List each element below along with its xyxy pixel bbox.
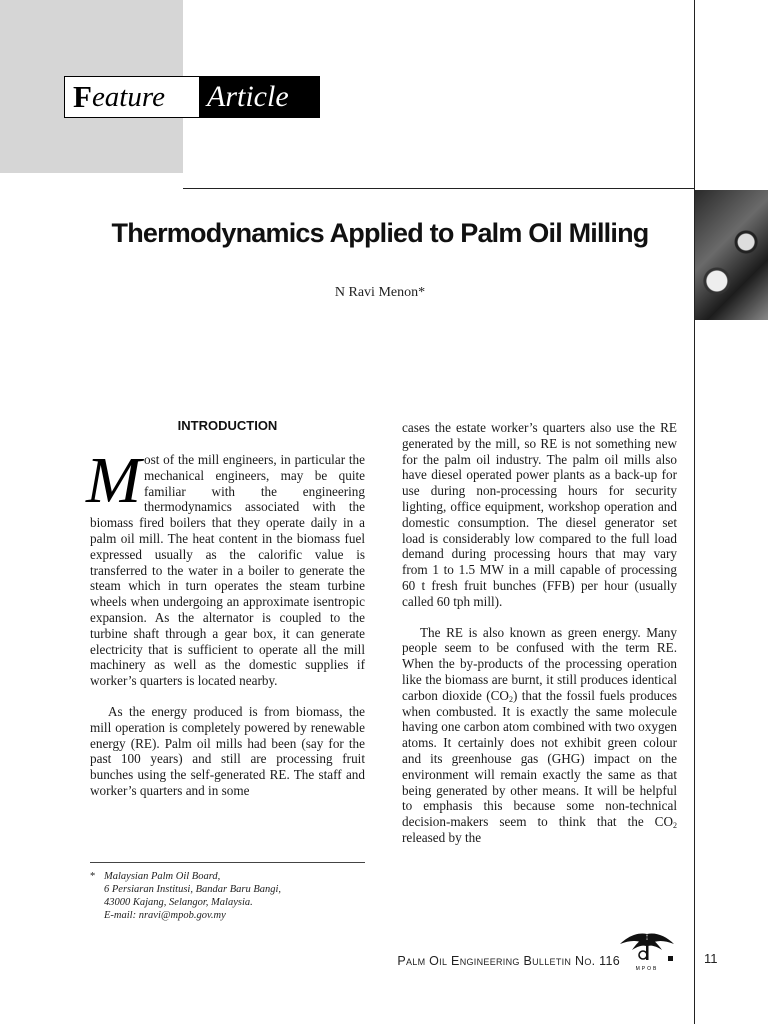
feature-label: F eature <box>73 79 165 114</box>
footnote-email: E-mail: nravi@mpob.gov.my <box>104 910 226 921</box>
intro-paragraph-1: Most of the mill engineers, in particular the mechanical engineers, may be quite familiar with the engineering thermodynamics associated with the biomass fired boilers that they operate daily in a palm oil mill. The heat content in the biomass fuel expressed usually as the calorific value is transferred to the water in a boiler to generate the steam which in turn operates the steam turbine wheels when undergoing an approximate isentropic expansion. As the alternator is coupled to the turbine shaft through a gear box, it can generate electricity that is sufficient to operate all the mill machinery as well as the domestic supplies if worker’s quarters is located nearby. <box>86 444 365 689</box>
header-horizontal-rule <box>183 188 695 189</box>
right-column <box>402 420 677 861</box>
right-vertical-rule <box>694 0 695 1024</box>
intro-paragraph-2: As the energy produced is from biomass, the mill operation is completely powered by renewable energy (RE). Palm oil mills had been (say for the past 100 years) and still are processing fruit bunches using the self-generated RE. The staff and worker’s quarters and in some <box>90 703 365 798</box>
right-paragraph-1: cases the estate worker’s quarters also use the RE generated by the mill, so RE is not something new for the palm oil industry. The palm oil mills also have diesel operated power plants as a back-up for use during non-processing hours for security lighting, office equipment, workshop operation and domestic consumption. The diesel generator set load is considerably low compared to the full load demand during processing hours that may vary from 1 to 1.5 MW in a mill capable of processing 60 t fresh fruit bunches (FFB) per hour (usually called 60 tph mill). <box>402 420 677 609</box>
footnote: * Malaysian Palm Oil Board, 6 Persiaran Institusi, Bandar Baru Bangi, 43000 Kajang, Selangor, Malaysia. E-mail: nravi@mpob.gov.my <box>90 870 370 922</box>
palm-fruit-photo <box>695 190 768 320</box>
page-number: 11 <box>704 951 718 966</box>
article-author: N Ravi Menon* <box>334 285 426 300</box>
left-column <box>86 444 365 814</box>
footnote-rule <box>90 862 365 863</box>
svg-text:MPOB: MPOB <box>635 966 659 972</box>
mpob-logo-icon <box>616 928 678 972</box>
drop-cap: M <box>86 444 141 517</box>
section-label <box>64 76 320 118</box>
section-heading: INTRODUCTION <box>177 418 278 433</box>
right-paragraph-2: The RE is also known as green energy. Many people seem to be confused with the term RE. When the by-products of the processing operation like the biomass are burnt, it still produces identical carbon dioxide $(CO_2)$ that the fossil fuels produces when combusted. It is exactly the same molecule having one carbon atom combined with two oxygen atoms. It certainly does not exhibit green colour and its greenhouse gas (GHG) impact on the environment will remain exactly the same as that being generated by other means. It will be helpful to emphasis this because some non-technical decision-makers seem to think that the $CO_2$ released by the <box>402 624 677 845</box>
bulletin-footer: Palm Oil Engineering Bulletin No. 116 <box>397 954 620 968</box>
article-title: Thermodynamics Applied to Palm Oil Milling <box>111 218 649 248</box>
article-label: Article <box>199 77 319 117</box>
